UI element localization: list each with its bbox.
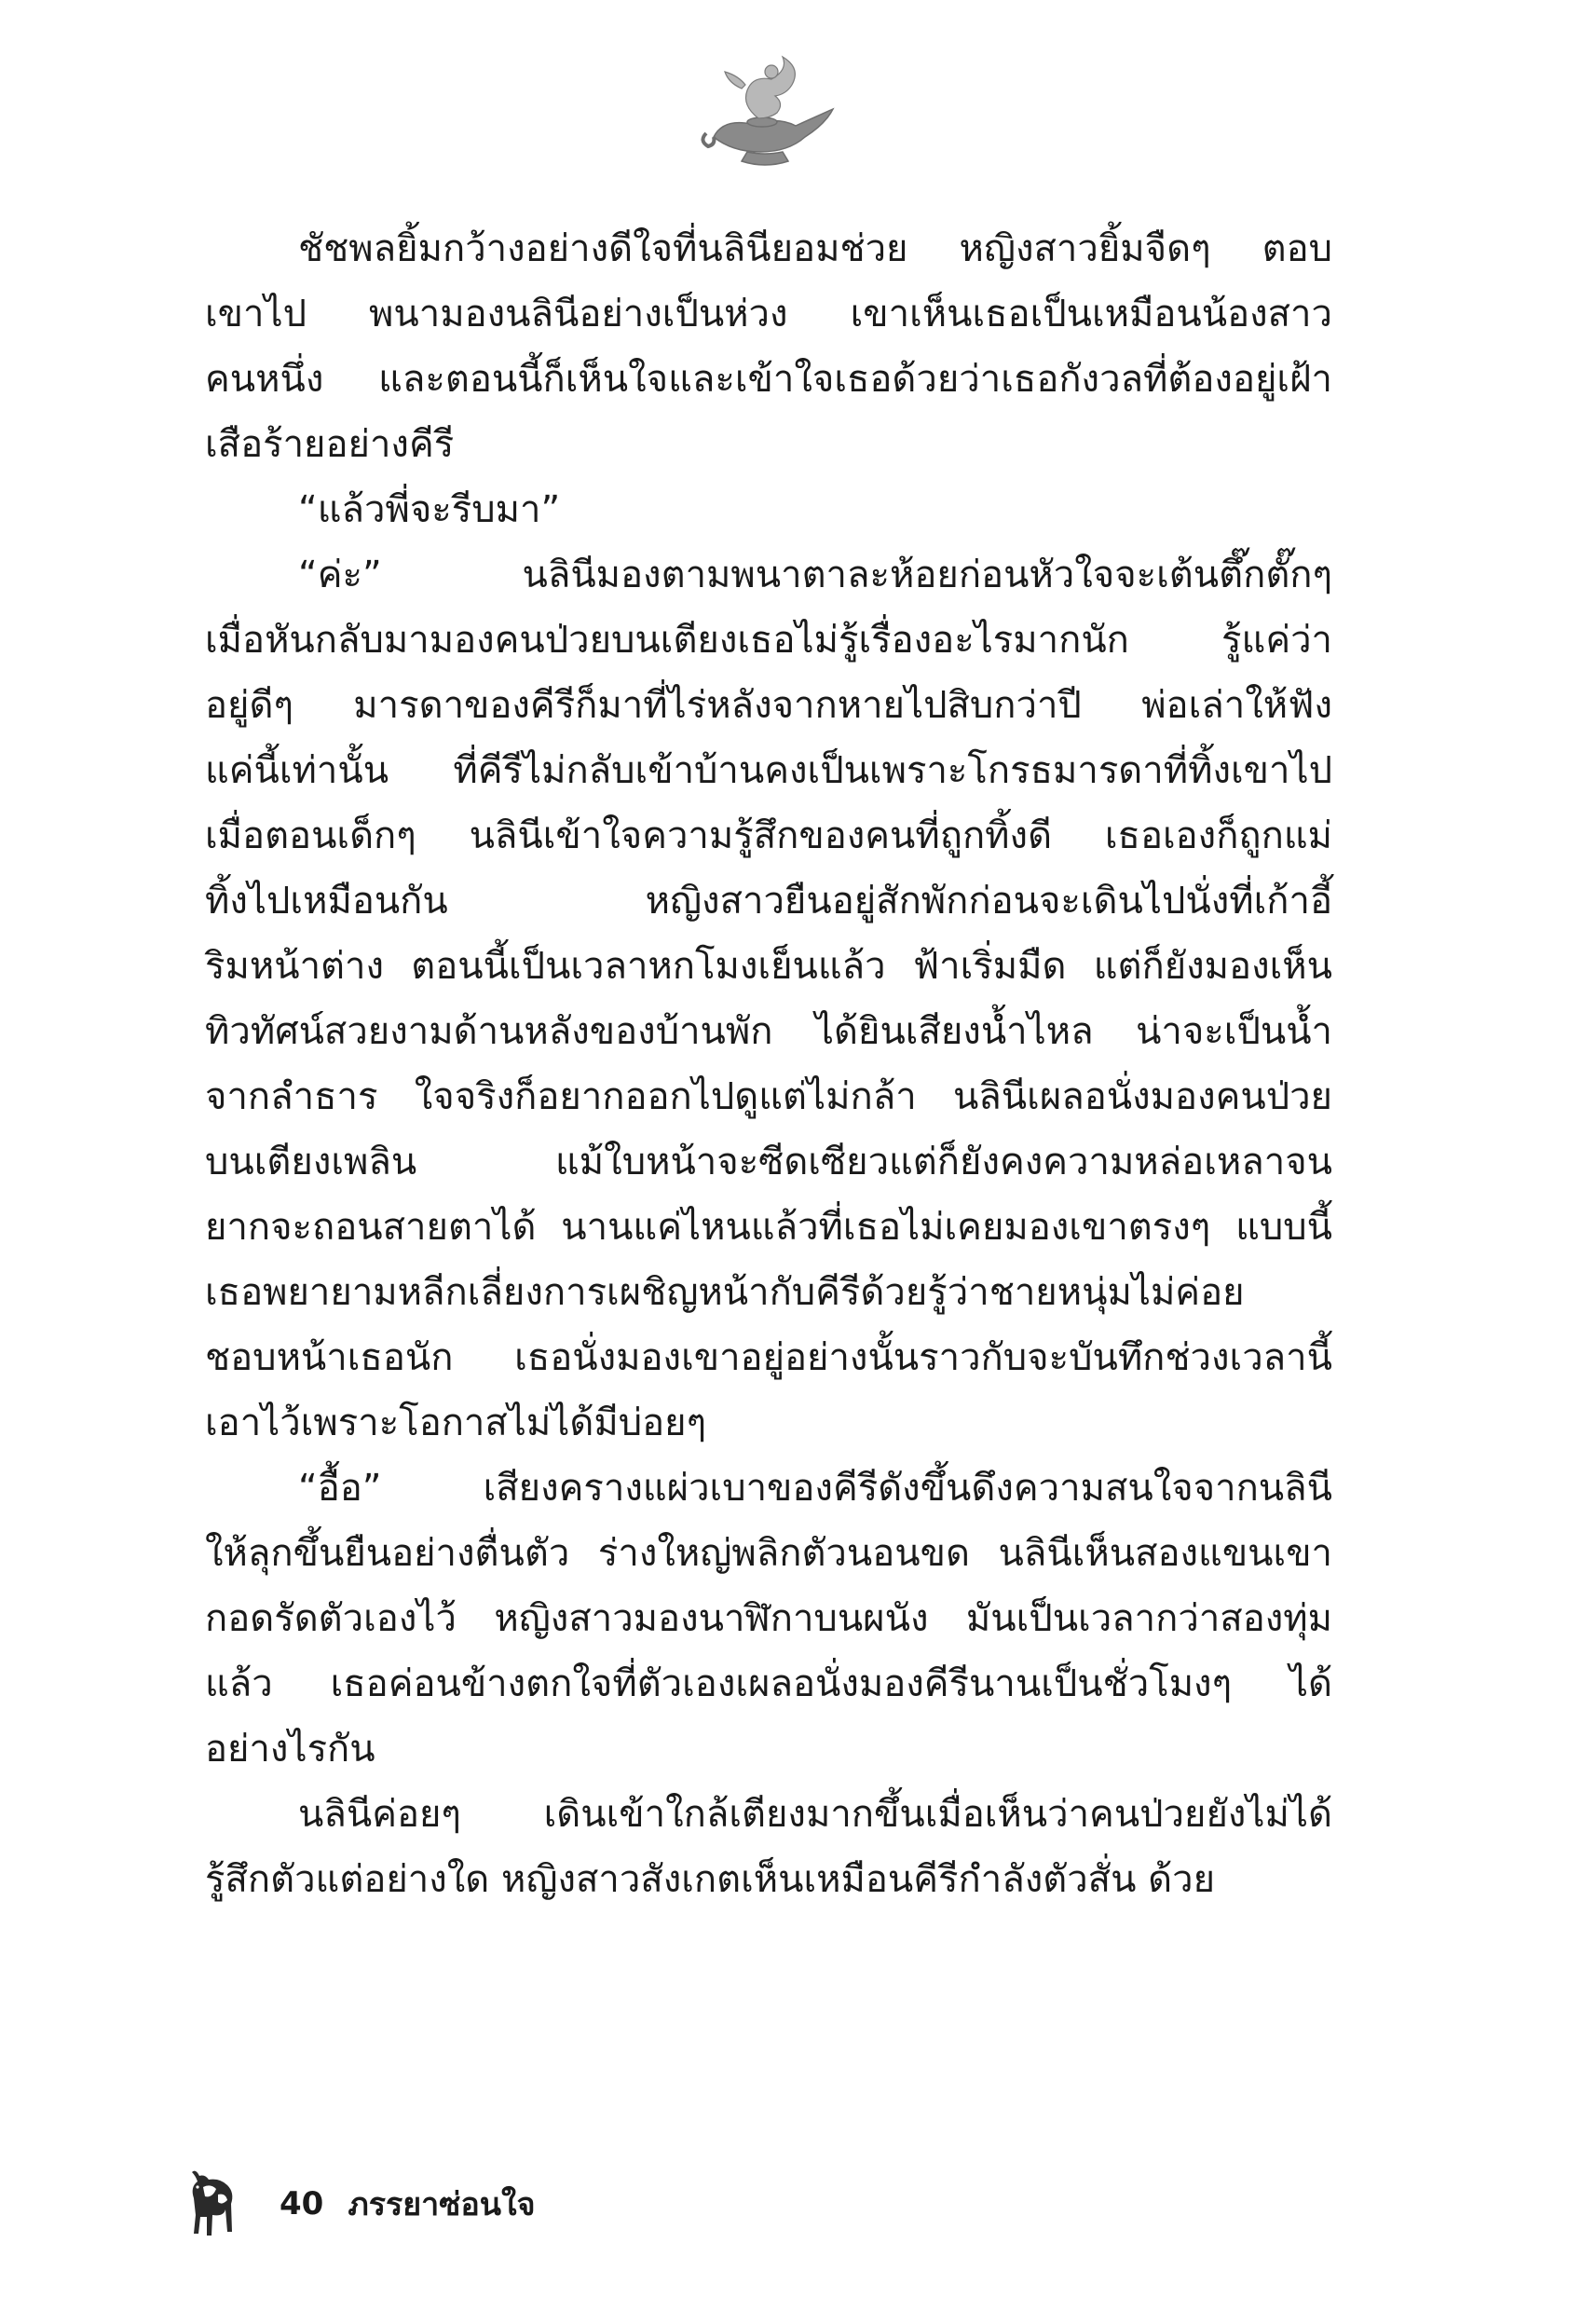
genie-lamp-icon	[686, 51, 844, 172]
page-footer	[186, 2162, 536, 2246]
text-line: จากลำธาร ใจจริงก็อยากออกไปดูแต่ไม่กล้า นลินีเผลอนั่งมองคนป่วย	[205, 1075, 1332, 1118]
text-line: กอดรัดตัวเองไว้ หญิงสาวมองนาฬิกาบนผนัง มันเป็นเวลากว่าสองทุ่ม	[205, 1597, 1332, 1640]
text-line: ทิ้งไปเหมือนกัน หญิงสาวยืนอยู่สักพักก่อนจะเดินไปนั่งที่เก้าอี้	[205, 880, 1332, 923]
text-line: ทิวทัศน์สวยงามด้านหลังของบ้านพัก ได้ยินเสียงน้ำไหล น่าจะเป็นน้ำ	[205, 1010, 1332, 1053]
text-line: “อื้อ” เสียงครางแผ่วเบาของคีรีดังขึ้นดึงความสนใจจากนลินี	[298, 1467, 1332, 1510]
text-line: ชอบหน้าเธอนัก เธอนั่งมองเขาอยู่อย่างนั้นราวกับจะบันทึกช่วงเวลานี้	[205, 1336, 1332, 1379]
text-line: เขาไป พนามองนลินีอย่างเป็นห่วง เขาเห็นเธอเป็นเหมือนน้องสาว	[205, 293, 1332, 335]
book-title: ภรรยาซ่อนใจ	[348, 2186, 536, 2223]
text-line: เมื่อตอนเด็กๆ นลินีเข้าใจความรู้สึกของคนที่ถูกทิ้งดี เธอเองก็ถูกแม่	[205, 814, 1332, 857]
text-line: อยู่ดีๆ มารดาของคีรีก็มาที่ไร่หลังจากหายไปสิบกว่าปี พ่อเล่าให้ฟัง	[205, 684, 1332, 727]
text-line: คนหนึ่ง และตอนนี้ก็เห็นใจและเข้าใจเธอด้วยว่าเธอกังวลที่ต้องอยู่เฝ้า	[205, 358, 1332, 401]
text-line: ให้ลุกขึ้นยืนอย่างตื่นตัว ร่างใหญ่พลิกตัวนอนขด นลินีเห็นสองแขนเขา	[205, 1532, 1332, 1575]
text-line: แค่นี้เท่านั้น ที่คีรีไม่กลับเข้าบ้านคงเป็นเพราะโกรธมารดาที่ทิ้งเขาไป	[205, 749, 1332, 792]
text-line: บนเตียงเพลิน แม้ใบหน้าจะซีดเซียวแต่ก็ยังคงความหล่อเหลาจน	[205, 1141, 1332, 1183]
text-line: ชัชพลยิ้มกว้างอย่างดีใจที่นลินียอมช่วย หญิงสาวยิ้มจืดๆ ตอบ	[298, 227, 1332, 270]
cow-icon	[186, 2167, 239, 2241]
text-line: เมื่อหันกลับมามองคนป่วยบนเตียงเธอไม่รู้เรื่องอะไรมากนัก รู้แค่ว่า	[205, 619, 1332, 662]
text-line: ริมหน้าต่าง ตอนนี้เป็นเวลาหกโมงเย็นแล้ว ฟ้าเริ่มมืด แต่ก็ยังมองเห็น	[205, 945, 1332, 988]
text-line: นลินีค่อยๆ เดินเข้าใกล้เตียงมากขึ้นเมื่อเห็นว่าคนป่วยยังไม่ได้	[298, 1793, 1332, 1836]
text-line: ยากจะถอนสายตาได้ นานแค่ไหนแล้วที่เธอไม่เคยมองเขาตรงๆ แบบนี้	[205, 1206, 1332, 1249]
page-number: 40	[280, 2185, 324, 2222]
text-line: รู้สึกตัวแต่อย่างใด หญิงสาวสังเกตเห็นเหมือนคีรีกำลังตัวสั่น ด้วย	[205, 1858, 1216, 1901]
text-line: แล้ว เธอค่อนข้างตกใจที่ตัวเองเผลอนั่งมองคีรีนานเป็นชั่วโมงๆ ได้	[205, 1662, 1332, 1705]
text-line: อย่างไรกัน	[205, 1728, 375, 1771]
text-line: “แล้วพี่จะรีบมา”	[298, 488, 561, 531]
text-line: เอาไว้เพราะโอกาสไม่ได้มีบ่อยๆ	[205, 1402, 707, 1444]
text-line: “ค่ะ” นลินีมองตามพนาตาละห้อยก่อนหัวใจจะเต้นตึ๊กตั๊กๆ	[298, 554, 1332, 596]
body-text	[205, 216, 1332, 1912]
text-line: เสือร้ายอย่างคีรี	[205, 423, 455, 466]
text-line: เธอพยายามหลีกเลี่ยงการเผชิญหน้ากับคีรีด้วยรู้ว่าชายหนุ่มไม่ค่อย	[205, 1271, 1245, 1314]
